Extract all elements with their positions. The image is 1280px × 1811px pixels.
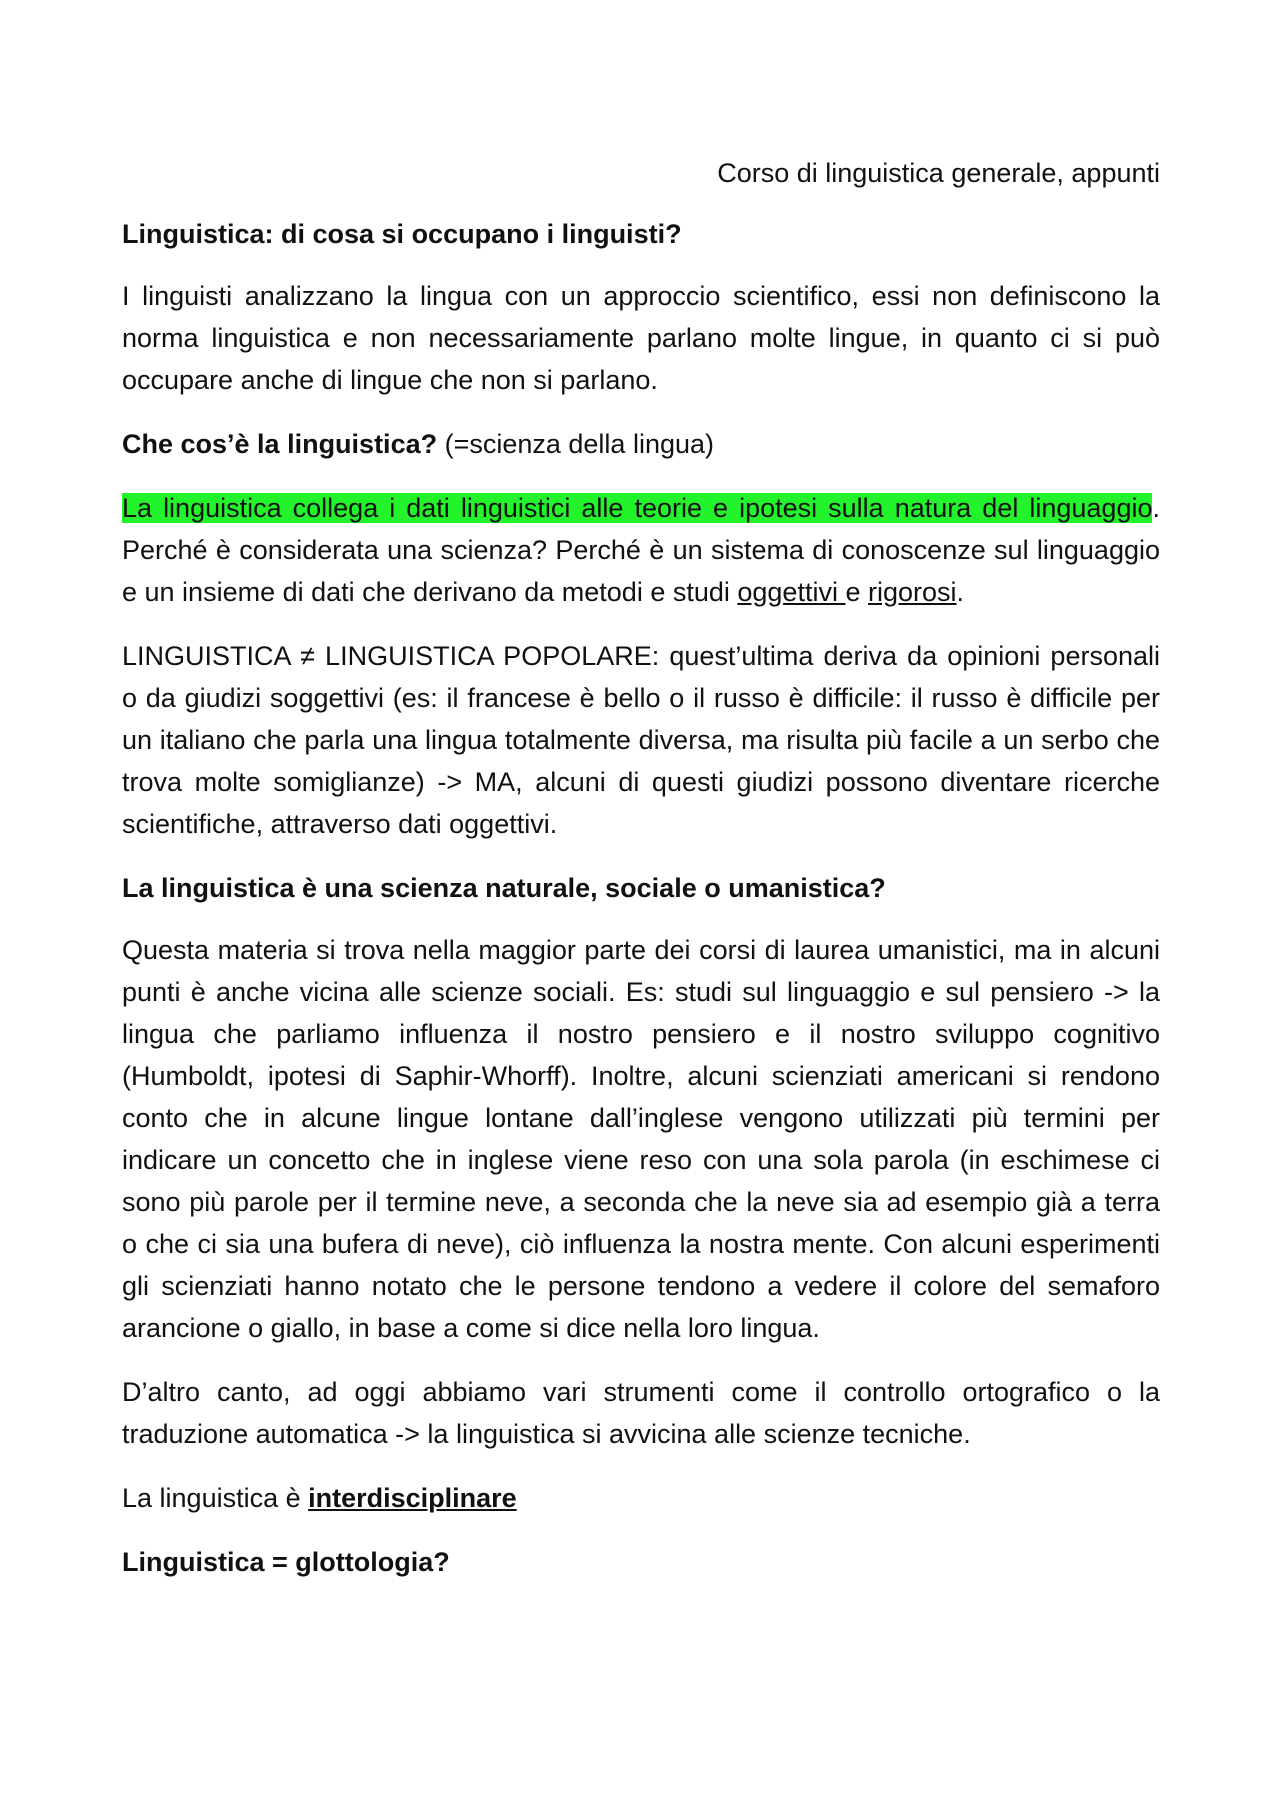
heading-scienza: La linguistica è una scienza naturale, sociale o umanistica?: [122, 873, 886, 903]
definizione-and: e: [845, 577, 868, 607]
highlighted-text: La linguistica collega i dati linguistici alle teorie e ipotesi sulla natura del linguaggio: [122, 493, 1153, 523]
interdisciplinare-bold: interdisciplinare: [308, 1483, 517, 1513]
paragraph-materia: Questa materia si trova nella maggior parte dei corsi di laurea umanistici, ma in alcuni punti è anche vicina alle scienze sociali. Es: studi sul linguaggio e sul pensiero -> la lingua che parliamo influenza il nostro pensiero e il nostro sviluppo cognitivo (Humboldt, ipotesi di Saphir-Whorff). Inoltre, alcuni scienziati americani si rendono conto che in alcune lingue lontane dall’inglese vengono utilizzati più termini per indicare un concetto che in inglese viene reso con una sola parola (in eschimese ci sono più parole per il termine neve, a seconda che la neve sia ad esempio già a terra o che ci sia una bufera di neve), ciò influenza la nostra mente. Con alcuni esperimenti gli scienziati hanno notato che le persone tendono a vedere il colore del semaforo arancione o giallo, in base a come si dice nella loro lingua.: [122, 935, 1160, 1343]
heading-che-cos-e-rest: (=scienza della lingua): [437, 429, 715, 459]
definizione-text: . Perché è considerata una scienza? Perché è un sistema di conoscenze sul linguaggio e un insieme di dati che derivano da metodi e studi: [122, 493, 1160, 607]
interdisciplinare-text: La linguistica è: [122, 1483, 309, 1513]
heading-glottologia: Linguistica = glottologia?: [122, 1547, 450, 1577]
paragraph-strumenti: D’altro canto, ad oggi abbiamo vari strumenti come il controllo ortografico o la traduzione automatica -> la linguistica si avvicina alle scienze tecniche.: [122, 1377, 1160, 1449]
underlined-rigorosi: rigorosi: [867, 577, 957, 607]
paragraph-definizione: [122, 487, 1160, 613]
heading-che-cos-e-bold: Che cos’è la linguistica?: [122, 429, 438, 459]
heading-che-cos-e: [122, 423, 1160, 465]
definizione-end: .: [956, 577, 965, 607]
underlined-oggettivi: oggettivi: [737, 577, 846, 607]
paragraph-linguisti: I linguisti analizzano la lingua con un approccio scientifico, essi non definiscono la norma linguistica e non necessariamente parlano molte lingue, in quanto ci si può occupare anche di lingue che non si parlano.: [122, 281, 1160, 395]
paragraph-interdisciplinare: [122, 1477, 1160, 1519]
document-header: Corso di linguistica generale, appunti: [717, 158, 1160, 188]
heading-linguisti: Linguistica: di cosa si occupano i linguisti?: [122, 219, 682, 249]
paragraph-linguistica-popolare: LINGUISTICA ≠ LINGUISTICA POPOLARE: quest’ultima deriva da opinioni personali o da giudizi soggettivi (es: il francese è bello o il russo è difficile: il russo è difficile per un italiano che parla una lingua totalmente diversa, ma risulta più facile a un serbo che trova molte somiglianze) -> MA, alcuni di questi giudizi possono diventare ricerche scientifiche, attraverso dati oggettivi.: [122, 641, 1160, 839]
